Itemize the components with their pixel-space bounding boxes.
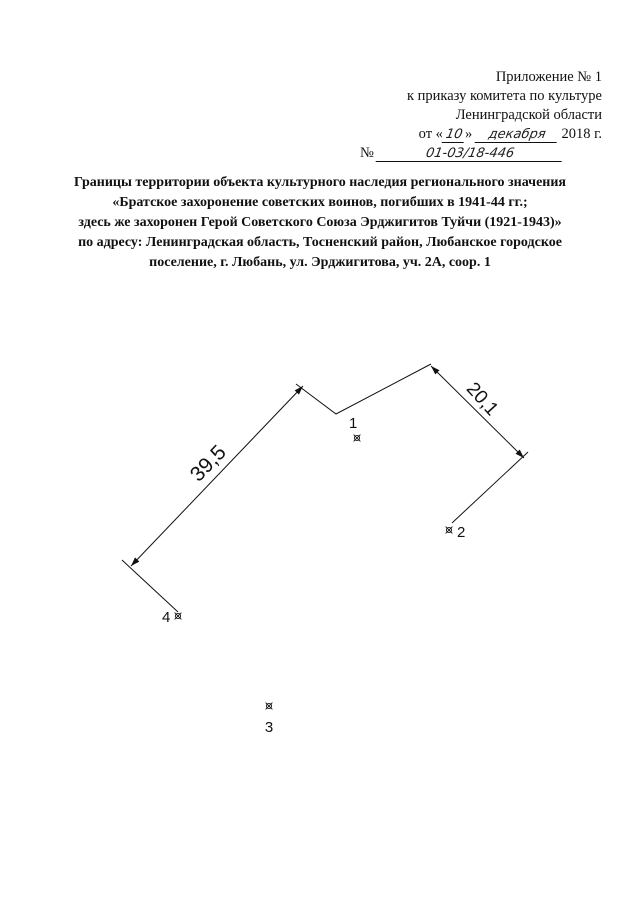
title-line-3: здесь же захоронен Герой Советского Союза Эрджигитов Туйчи (1921-1943)» bbox=[78, 215, 562, 230]
dimension-line-39-5 bbox=[131, 386, 303, 566]
appendix-region-line: Ленинградской области bbox=[455, 107, 602, 123]
title-line-5: поселение, г. Любань, ул. Эрджигитова, уч. 2А, соор. 1 bbox=[149, 255, 491, 270]
date-prefix: от « bbox=[418, 126, 443, 142]
point-3-label: 3 bbox=[264, 719, 274, 736]
dimension-label-39-5: 39,5 bbox=[185, 440, 231, 487]
date-month-handwritten: декабря bbox=[474, 127, 559, 143]
extension-line-top bbox=[296, 364, 431, 414]
appendix-title: Приложение № 1 bbox=[495, 69, 602, 85]
point-1-label: 1 bbox=[349, 415, 358, 432]
title-line-1: Границы территории объекта культурного наследия регионального значения bbox=[73, 175, 566, 190]
point-4-label: 4 bbox=[162, 609, 171, 626]
point-1-marker-icon bbox=[354, 435, 361, 442]
point-4-marker-icon bbox=[175, 613, 182, 620]
number-handwritten: 01-03/18-446 bbox=[376, 146, 565, 162]
date-mid: » bbox=[464, 126, 473, 142]
date-day-handwritten: 10 bbox=[442, 127, 467, 143]
point-3-marker-icon bbox=[266, 703, 273, 710]
date-year: 2018 г. bbox=[561, 126, 602, 142]
appendix-order-line: к приказу комитета по культуре bbox=[406, 88, 602, 104]
dimension-label-20-1: 20,1 bbox=[461, 378, 503, 421]
point-2-marker-icon bbox=[446, 527, 453, 534]
title-line-4: по адресу: Ленинградская область, Тосненский район, Любанское городское bbox=[78, 235, 562, 250]
title-line-2: «Братское захоронение советских воинов, погибших в 1941-44 гг.; bbox=[112, 195, 528, 210]
extension-line-right bbox=[452, 452, 528, 523]
extension-line-left bbox=[122, 560, 178, 612]
point-2-label: 2 bbox=[457, 524, 466, 541]
number-prefix: № bbox=[360, 145, 374, 161]
